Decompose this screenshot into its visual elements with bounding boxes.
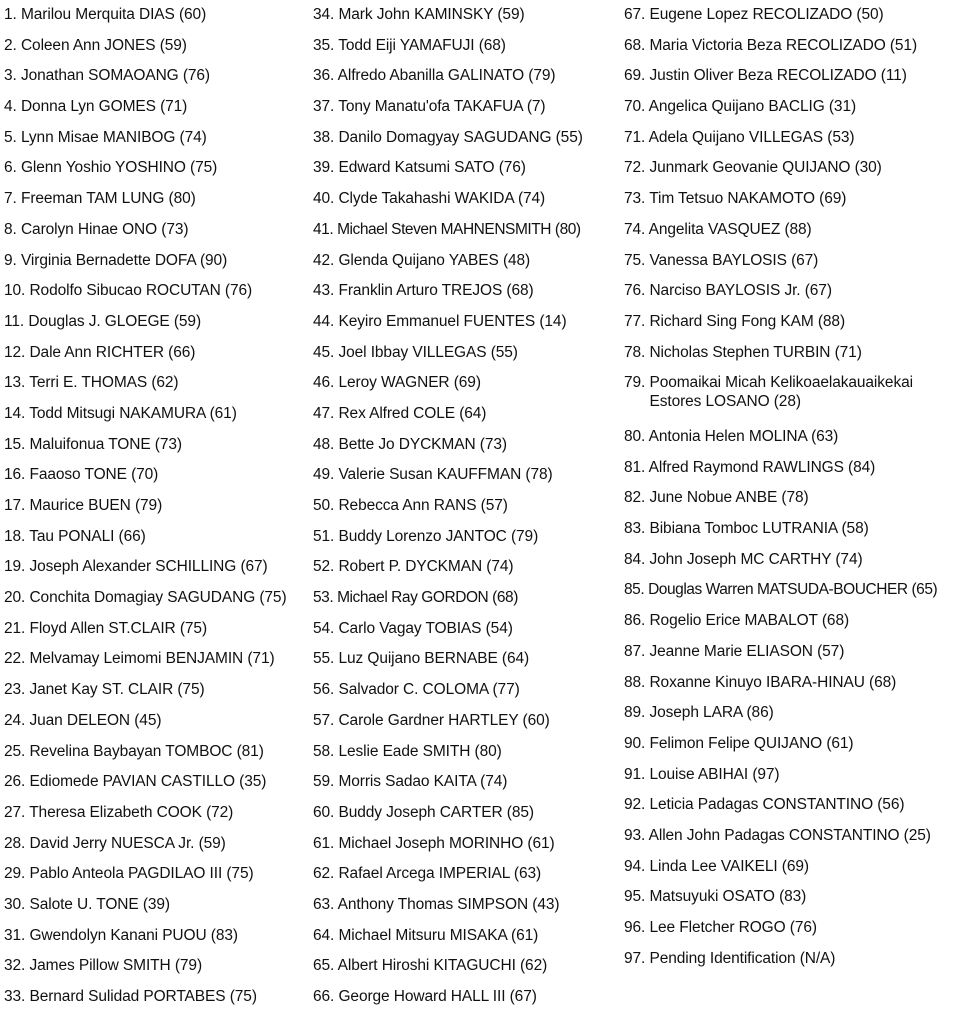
item-number: 82. bbox=[624, 489, 646, 507]
list-item bbox=[624, 158, 970, 189]
item-number: 33. bbox=[4, 988, 26, 1005]
item-number: 42. bbox=[313, 251, 335, 269]
list-item bbox=[313, 36, 618, 67]
list-item bbox=[4, 404, 309, 435]
list-item bbox=[313, 189, 618, 220]
item-number: 65. bbox=[313, 957, 335, 975]
list-column-2 bbox=[313, 5, 618, 1018]
item-number: 46. bbox=[313, 374, 335, 392]
person-name: Carlo Vagay TOBIAS (54) bbox=[338, 619, 513, 637]
item-number: 76. bbox=[624, 282, 646, 300]
list-item bbox=[313, 251, 618, 282]
list-item bbox=[313, 128, 618, 159]
person-name: Juan DELEON (45) bbox=[29, 711, 162, 729]
list-item bbox=[624, 5, 970, 36]
item-number: 16. bbox=[4, 466, 26, 484]
list-item bbox=[313, 557, 618, 588]
person-name: Danilo Domagyay SAGUDANG (55) bbox=[338, 128, 583, 146]
item-number: 28. bbox=[4, 834, 26, 852]
list-item bbox=[624, 128, 970, 159]
item-number: 14. bbox=[4, 404, 26, 422]
person-name: Virginia Bernadette DOFA (90) bbox=[20, 251, 228, 269]
list-item bbox=[313, 649, 618, 680]
person-name: Rogelio Erice MABALOT (68) bbox=[649, 612, 850, 630]
item-number: 8. bbox=[4, 220, 17, 238]
item-number: 93. bbox=[624, 826, 646, 844]
item-number: 55. bbox=[313, 650, 335, 668]
list-item bbox=[4, 864, 309, 895]
item-number: 7. bbox=[4, 190, 17, 208]
list-item bbox=[624, 918, 970, 949]
person-name: Maurice BUEN (79) bbox=[29, 497, 163, 514]
list-item bbox=[4, 465, 309, 496]
person-name: Franklin Arturo TREJOS (68) bbox=[338, 282, 534, 300]
list-item bbox=[4, 251, 309, 282]
list-item bbox=[4, 803, 309, 834]
item-number: 3. bbox=[4, 67, 17, 85]
list-item bbox=[313, 956, 618, 987]
person-name: Pablo Anteola PAGDILAO III (75) bbox=[29, 865, 254, 883]
person-name: Michael Steven MAHNENSMITH (80) bbox=[337, 220, 581, 238]
list-column-3 bbox=[624, 5, 970, 979]
item-number: 45. bbox=[313, 343, 335, 361]
item-number: 1. bbox=[4, 6, 17, 23]
person-name: Maria Victoria Beza RECOLIZADO (51) bbox=[649, 36, 918, 54]
person-name: Michael Mitsuru MISAKA (61) bbox=[338, 926, 539, 944]
person-name: Faaoso TONE (70) bbox=[29, 466, 159, 484]
person-name: Alfredo Abanilla GALINATO (79) bbox=[337, 67, 556, 85]
item-number: 20. bbox=[4, 589, 26, 607]
list-item bbox=[4, 588, 309, 619]
person-name: Joseph Alexander SCHILLING (67) bbox=[29, 558, 268, 576]
item-number: 54. bbox=[313, 619, 335, 637]
item-number: 5. bbox=[4, 128, 17, 146]
list-item bbox=[4, 373, 309, 404]
person-name: Glenda Quijano YABES (48) bbox=[338, 251, 531, 269]
item-number: 24. bbox=[4, 711, 26, 729]
item-number: 44. bbox=[313, 312, 335, 330]
list-item bbox=[313, 588, 618, 619]
person-name: Anthony Thomas SIMPSON (43) bbox=[337, 895, 560, 913]
item-number: 52. bbox=[313, 558, 335, 576]
item-number: 89. bbox=[624, 704, 646, 722]
list-item bbox=[624, 765, 970, 796]
item-number: 49. bbox=[313, 466, 335, 484]
person-name: Edward Katsumi SATO (76) bbox=[338, 159, 526, 177]
person-name: Salote U. TONE (39) bbox=[29, 895, 170, 913]
person-name: John Joseph MC CARTHY (74) bbox=[649, 550, 863, 568]
person-name: Buddy Lorenzo JANTOC (79) bbox=[338, 527, 539, 545]
item-number: 13. bbox=[4, 374, 26, 392]
item-number: 40. bbox=[313, 190, 335, 208]
person-name: Roxanne Kinuyo IBARA-HINAU (68) bbox=[649, 673, 897, 691]
person-name: Theresa Elizabeth COOK (72) bbox=[29, 803, 234, 821]
list-item bbox=[313, 220, 618, 251]
person-name: Salvador C. COLOMA (77) bbox=[338, 681, 520, 699]
item-number: 18. bbox=[4, 527, 26, 545]
person-name: Mark John KAMINSKY (59) bbox=[338, 6, 525, 23]
person-name: Coleen Ann JONES (59) bbox=[20, 36, 187, 54]
item-number: 66. bbox=[313, 988, 335, 1005]
item-number: 48. bbox=[313, 435, 335, 453]
person-name: Leroy WAGNER (69) bbox=[338, 374, 481, 392]
list-item bbox=[4, 189, 309, 220]
list-item bbox=[624, 673, 970, 704]
list-item bbox=[4, 220, 309, 251]
person-name: Keyiro Emmanuel FUENTES (14) bbox=[338, 312, 567, 330]
item-number: 80. bbox=[624, 428, 646, 446]
item-number: 41. bbox=[313, 220, 334, 238]
person-name: Carolyn Hinae ONO (73) bbox=[20, 220, 189, 238]
person-name: Dale Ann RICHTER (66) bbox=[29, 343, 196, 361]
list-item bbox=[313, 772, 618, 803]
item-number: 97. bbox=[624, 949, 646, 967]
person-name: Melvamay Leimomi BENJAMIN (71) bbox=[29, 650, 275, 668]
person-name: Clyde Takahashi WAKIDA (74) bbox=[338, 190, 546, 208]
list-item bbox=[313, 496, 618, 527]
person-name: Antonia Helen MOLINA (63) bbox=[648, 428, 839, 446]
item-number: 78. bbox=[624, 343, 646, 361]
person-name: Tim Tetsuo NAKAMOTO (69) bbox=[649, 190, 847, 208]
person-name: Narciso BAYLOSIS Jr. (67) bbox=[649, 282, 832, 300]
list-item bbox=[4, 496, 309, 527]
person-name: Buddy Joseph CARTER (85) bbox=[338, 803, 534, 821]
item-number: 43. bbox=[313, 282, 335, 300]
list-item bbox=[313, 803, 618, 834]
item-number: 32. bbox=[4, 957, 26, 975]
person-name: Luz Quijano BERNABE (64) bbox=[338, 650, 530, 668]
list-item bbox=[4, 742, 309, 773]
list-item bbox=[624, 312, 970, 343]
list-item bbox=[4, 895, 309, 926]
person-name: Nicholas Stephen TURBIN (71) bbox=[649, 343, 862, 361]
item-number: 71. bbox=[624, 128, 646, 146]
item-number: 64. bbox=[313, 926, 335, 944]
list-item bbox=[4, 128, 309, 159]
person-name: Jeanne Marie ELIASON (57) bbox=[649, 642, 845, 660]
person-name: Michael Joseph MORINHO (61) bbox=[338, 834, 555, 852]
person-name: Robert P. DYCKMAN (74) bbox=[338, 558, 514, 576]
person-name: Janet Kay ST. CLAIR (75) bbox=[29, 681, 205, 699]
person-name: Vanessa BAYLOSIS (67) bbox=[649, 251, 819, 269]
item-number: 95. bbox=[624, 888, 646, 906]
list-item bbox=[313, 97, 618, 128]
item-number: 62. bbox=[313, 865, 335, 883]
item-number: 70. bbox=[624, 98, 646, 116]
person-name: Tony Manatu'ofa TAKAFUA (7) bbox=[338, 98, 546, 116]
list-item bbox=[313, 435, 618, 466]
person-name: Alfred Raymond RAWLINGS (84) bbox=[648, 458, 876, 476]
list-item bbox=[4, 66, 309, 97]
item-number: 60. bbox=[313, 803, 335, 821]
item-number: 29. bbox=[4, 865, 26, 883]
person-name: Douglas J. GLOEGE (59) bbox=[28, 312, 202, 330]
list-item bbox=[313, 66, 618, 97]
list-item bbox=[4, 926, 309, 957]
item-number: 38. bbox=[313, 128, 335, 146]
person-name: Albert Hiroshi KITAGUCHI (62) bbox=[337, 957, 548, 975]
person-name: Conchita Domagiay SAGUDANG (75) bbox=[29, 589, 287, 607]
list-column-1 bbox=[4, 5, 309, 1018]
person-name: Linda Lee VAIKELI (69) bbox=[649, 857, 809, 875]
list-item bbox=[313, 864, 618, 895]
item-number: 47. bbox=[313, 404, 335, 422]
person-name: Felimon Felipe QUIJANO (61) bbox=[649, 734, 854, 752]
item-number: 94. bbox=[624, 857, 646, 875]
item-number: 69. bbox=[624, 67, 646, 85]
person-name: Revelina Baybayan TOMBOC (81) bbox=[29, 742, 264, 760]
list-item bbox=[313, 987, 618, 1018]
list-item bbox=[624, 949, 970, 980]
person-name: June Nobue ANBE (78) bbox=[649, 489, 809, 507]
item-number: 92. bbox=[624, 796, 646, 814]
list-item bbox=[4, 834, 309, 865]
person-name: George Howard HALL III (67) bbox=[338, 988, 537, 1005]
person-name: Matsuyuki OSATO (83) bbox=[649, 888, 807, 906]
list-item bbox=[313, 527, 618, 558]
person-name: Junmark Geovanie QUIJANO (30) bbox=[649, 159, 882, 177]
person-name: Gwendolyn Kanani PUOU (83) bbox=[29, 926, 238, 944]
list-item bbox=[624, 458, 970, 489]
list-item bbox=[624, 36, 970, 67]
list-item bbox=[4, 619, 309, 650]
item-number: 73. bbox=[624, 190, 646, 208]
item-number: 34. bbox=[313, 6, 335, 23]
list-item bbox=[4, 649, 309, 680]
list-item bbox=[4, 527, 309, 558]
item-number: 39. bbox=[313, 159, 335, 177]
person-name: Angelita VASQUEZ (88) bbox=[648, 220, 812, 238]
item-number: 4. bbox=[4, 98, 17, 116]
list-item bbox=[313, 926, 618, 957]
item-number: 61. bbox=[313, 834, 335, 852]
person-name: Jonathan SOMAOANG (76) bbox=[20, 67, 210, 85]
person-name: Freeman TAM LUNG (80) bbox=[20, 190, 196, 208]
list-item bbox=[313, 465, 618, 496]
person-name: Leslie Eade SMITH (80) bbox=[338, 742, 502, 760]
item-number: 90. bbox=[624, 734, 646, 752]
list-item bbox=[313, 373, 618, 404]
list-item bbox=[4, 772, 309, 803]
list-item bbox=[313, 680, 618, 711]
item-number: 19. bbox=[4, 558, 26, 576]
person-name: David Jerry NUESCA Jr. (59) bbox=[29, 834, 226, 852]
list-item bbox=[624, 611, 970, 642]
list-item bbox=[624, 189, 970, 220]
person-name: Valerie Susan KAUFFMAN (78) bbox=[338, 466, 553, 484]
person-name: Marilou Merquita DIAS (60) bbox=[20, 6, 207, 23]
item-number: 31. bbox=[4, 926, 26, 944]
list-item bbox=[624, 281, 970, 312]
list-item bbox=[624, 519, 970, 550]
list-item bbox=[4, 312, 309, 343]
person-name: Todd Mitsugi NAKAMURA (61) bbox=[29, 404, 237, 422]
item-number: 17. bbox=[4, 497, 26, 514]
item-number: 83. bbox=[624, 520, 646, 538]
person-name: Floyd Allen ST.CLAIR (75) bbox=[29, 619, 208, 637]
person-name: Allen John Padagas CONSTANTINO (25) bbox=[648, 826, 931, 844]
person-name: Douglas Warren MATSUDA-BOUCHER (65) bbox=[648, 581, 938, 599]
person-name: Bernard Sulidad PORTABES (75) bbox=[29, 988, 257, 1005]
list-item bbox=[313, 711, 618, 742]
person-name: Maluifonua TONE (73) bbox=[29, 435, 182, 453]
list-item bbox=[313, 619, 618, 650]
list-item bbox=[313, 312, 618, 343]
item-number: 88. bbox=[624, 673, 646, 691]
person-name: Richard Sing Fong KAM (88) bbox=[649, 312, 846, 330]
item-number: 81. bbox=[624, 458, 646, 476]
list-item bbox=[624, 343, 970, 374]
list-item bbox=[624, 66, 970, 97]
item-number: 9. bbox=[4, 251, 17, 269]
item-number: 27. bbox=[4, 803, 26, 821]
list-item bbox=[313, 834, 618, 865]
list-item bbox=[624, 580, 970, 611]
item-number: 86. bbox=[624, 612, 646, 630]
list-item bbox=[4, 5, 309, 36]
item-number: 2. bbox=[4, 36, 17, 54]
list-item bbox=[624, 703, 970, 734]
person-name: James Pillow SMITH (79) bbox=[29, 957, 203, 975]
list-item bbox=[624, 220, 970, 251]
item-number: 87. bbox=[624, 642, 646, 660]
list-item bbox=[4, 97, 309, 128]
list-item bbox=[4, 36, 309, 67]
person-name: Rafael Arcega IMPERIAL (63) bbox=[338, 865, 542, 883]
item-number: 59. bbox=[313, 773, 335, 791]
person-name: Adela Quijano VILLEGAS (53) bbox=[648, 128, 855, 146]
item-number: 75. bbox=[624, 251, 646, 269]
person-name: Glenn Yoshio YOSHINO (75) bbox=[20, 159, 218, 177]
person-name: Pending Identification (N/A) bbox=[649, 949, 836, 967]
list-item bbox=[313, 281, 618, 312]
item-number: 79. bbox=[624, 374, 646, 392]
person-name: Lynn Misae MANIBOG (74) bbox=[20, 128, 207, 146]
item-number: 50. bbox=[313, 497, 335, 514]
item-number: 36. bbox=[313, 67, 335, 85]
item-number: 26. bbox=[4, 773, 26, 791]
list-item bbox=[313, 343, 618, 374]
person-name: Bibiana Tomboc LUTRANIA (58) bbox=[649, 520, 869, 538]
person-name: Leticia Padagas CONSTANTINO (56) bbox=[649, 796, 905, 814]
person-name: Terri E. THOMAS (62) bbox=[29, 374, 179, 392]
item-number: 21. bbox=[4, 619, 26, 637]
list-item bbox=[313, 895, 618, 926]
list-item bbox=[624, 826, 970, 857]
list-item bbox=[4, 435, 309, 466]
list-item bbox=[4, 987, 309, 1018]
person-name: Louise ABIHAI (97) bbox=[649, 765, 780, 783]
person-name: Ediomede PAVIAN CASTILLO (35) bbox=[29, 773, 267, 791]
person-name: Rebecca Ann RANS (57) bbox=[338, 497, 508, 514]
list-item bbox=[624, 488, 970, 519]
list-item bbox=[4, 680, 309, 711]
person-name: Poomaikai Micah Kelikoaelakauaikekai Estores LOSANO (28) bbox=[649, 374, 913, 411]
list-item bbox=[313, 404, 618, 435]
list-item bbox=[624, 373, 970, 427]
item-number: 72. bbox=[624, 159, 646, 177]
person-name: Joseph LARA (86) bbox=[649, 704, 774, 722]
item-number: 77. bbox=[624, 312, 646, 330]
person-name: Angelica Quijano BACLIG (31) bbox=[648, 98, 857, 116]
person-name: Carole Gardner HARTLEY (60) bbox=[338, 711, 550, 729]
item-number: 12. bbox=[4, 343, 26, 361]
list-item bbox=[624, 642, 970, 673]
name-list bbox=[4, 5, 309, 1018]
list-item bbox=[624, 857, 970, 888]
item-number: 96. bbox=[624, 919, 646, 937]
list-item bbox=[624, 97, 970, 128]
list-item bbox=[624, 427, 970, 458]
list-item bbox=[4, 711, 309, 742]
person-name: Morris Sadao KAITA (74) bbox=[338, 773, 508, 791]
item-number: 30. bbox=[4, 895, 26, 913]
list-item bbox=[313, 742, 618, 773]
list-item bbox=[4, 956, 309, 987]
list-item bbox=[4, 557, 309, 588]
item-number: 10. bbox=[4, 282, 26, 300]
list-item bbox=[624, 550, 970, 581]
item-number: 58. bbox=[313, 742, 335, 760]
item-number: 63. bbox=[313, 895, 335, 913]
item-number: 15. bbox=[4, 435, 26, 453]
person-name: Joel Ibbay VILLEGAS (55) bbox=[338, 343, 518, 361]
item-number: 68. bbox=[624, 36, 646, 54]
name-list bbox=[624, 5, 970, 979]
item-number: 25. bbox=[4, 742, 26, 760]
item-number: 23. bbox=[4, 681, 26, 699]
list-item bbox=[624, 887, 970, 918]
item-number: 84. bbox=[624, 550, 646, 568]
item-number: 85. bbox=[624, 581, 645, 599]
list-item bbox=[624, 734, 970, 765]
item-number: 74. bbox=[624, 220, 646, 238]
person-name: Justin Oliver Beza RECOLIZADO (11) bbox=[649, 67, 907, 85]
item-number: 37. bbox=[313, 98, 335, 116]
person-name: Todd Eiji YAMAFUJI (68) bbox=[338, 36, 506, 54]
list-item bbox=[624, 251, 970, 282]
list-item bbox=[313, 158, 618, 189]
item-number: 56. bbox=[313, 681, 335, 699]
list-item bbox=[313, 5, 618, 36]
item-number: 51. bbox=[313, 527, 335, 545]
list-item bbox=[4, 281, 309, 312]
person-name: Rex Alfred COLE (64) bbox=[338, 404, 487, 422]
person-name: Michael Ray GORDON (68) bbox=[337, 589, 518, 607]
person-name: Donna Lyn GOMES (71) bbox=[20, 98, 188, 116]
item-number: 57. bbox=[313, 711, 335, 729]
person-name: Lee Fletcher ROGO (76) bbox=[649, 919, 817, 937]
name-list bbox=[313, 5, 618, 1018]
item-number: 91. bbox=[624, 765, 646, 783]
list-item bbox=[624, 795, 970, 826]
item-number: 11. bbox=[4, 312, 25, 330]
list-item bbox=[4, 343, 309, 374]
person-name: Eugene Lopez RECOLIZADO (50) bbox=[649, 6, 884, 23]
person-name: Rodolfo Sibucao ROCUTAN (76) bbox=[29, 282, 253, 300]
person-name: Bette Jo DYCKMAN (73) bbox=[338, 435, 507, 453]
person-name: Tau PONALI (66) bbox=[29, 527, 146, 545]
item-number: 22. bbox=[4, 650, 26, 668]
item-number: 67. bbox=[624, 6, 646, 23]
item-number: 53. bbox=[313, 589, 334, 607]
item-number: 6. bbox=[4, 159, 17, 177]
list-item bbox=[4, 158, 309, 189]
item-number: 35. bbox=[313, 36, 335, 54]
